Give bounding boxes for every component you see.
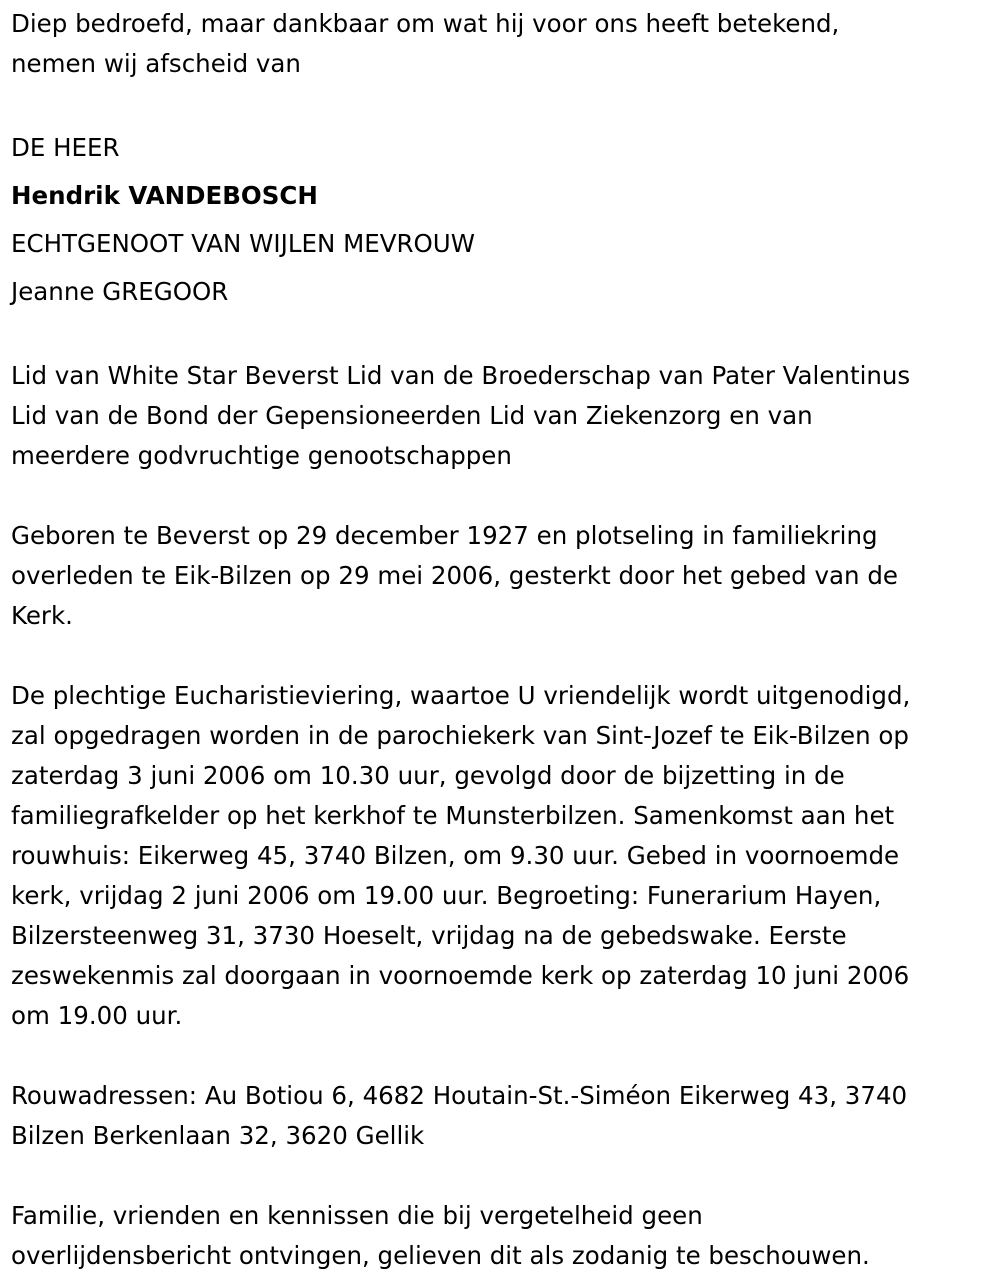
spouse-name: Jeanne GREGOOR: [11, 277, 229, 306]
spacer: [11, 636, 996, 676]
spacer: [11, 1036, 996, 1076]
service-paragraph: De plechtige Eucharistieviering, waartoe U vriendelijk wordt uitgenodigd, zal opgedragen worden in de parochiekerk van Sint-Jozef te Eik-Bilzen op zaterdag 3 juni 2006 om 10.30 uur, gevolgd door de bijzetting in de familiegrafkelder op het kerkhof te Munsterbilzen. Samenkomst aan het rouwhuis: Eikerweg 45, 3740 Bilzen, om 9.30 uur. Gebed in voornoemde kerk, vrijdag 2 juni 2006 om 19.00 uur. Begroeting: Funerarium Hayen, Bilzersteenweg 31, 3730 Hoeselt, vrijdag na de gebedswake. Eerste zeswekenmis zal doorgaan in voornoemde kerk op zaterdag 10 juni 2006 om 19.00 uur.: [11, 681, 911, 1030]
obituary-document: [11, 4, 996, 1276]
intro-paragraph: Diep bedroefd, maar dankbaar om wat hij voor ons heeft betekend, nemen wij afscheid van: [11, 9, 840, 78]
closing-paragraph: Familie, vrienden en kennissen die bij vergetelheid geen overlijdensbericht ontvingen, gelieven dit als zodanig te beschouwen.: [11, 1201, 870, 1270]
birth-death-paragraph: Geboren te Beverst op 29 december 1927 en plotseling in familiekring overleden te Eik-Bilzen op 29 mei 2006, gesterkt door het gebed van de Kerk.: [11, 521, 898, 630]
deceased-name: Hendrik VANDEBOSCH: [11, 181, 318, 210]
salutation: DE HEER: [11, 133, 120, 162]
memberships-paragraph: Lid van White Star Beverst Lid van de Broederschap van Pater Valentinus Lid van de Bond der Gepensioneerden Lid van Ziekenzorg en van meerdere godvruchtige genootschappen: [11, 361, 911, 470]
spacer: [11, 316, 996, 356]
addresses-paragraph: Rouwadressen: Au Botiou 6, 4682 Houtain-St.-Siméon Eikerweg 43, 3740 Bilzen Berkenlaan 32, 3620 Gellik: [11, 1081, 908, 1150]
spacer: [11, 1156, 996, 1196]
spacer: [11, 476, 996, 516]
spacer: [11, 84, 996, 124]
relation-line: ECHTGENOOT VAN WIJLEN MEVROUW: [11, 229, 475, 258]
